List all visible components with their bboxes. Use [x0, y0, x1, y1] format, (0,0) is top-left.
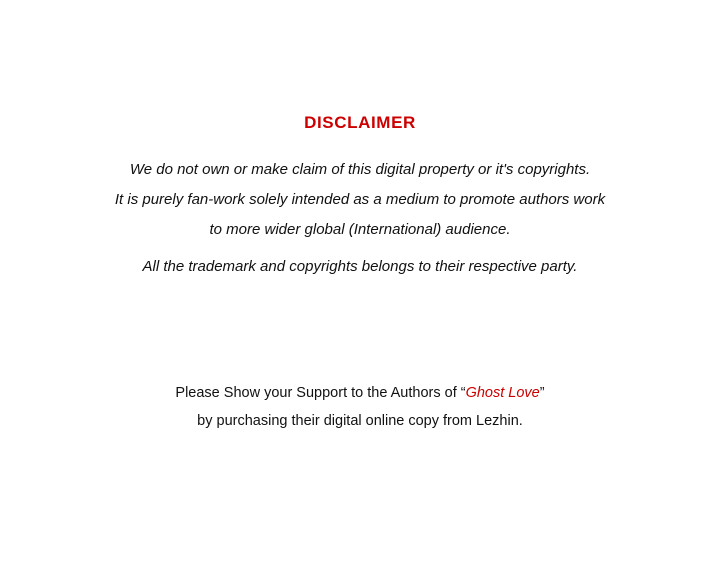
disclaimer-line: It is purely fan-work solely intended as a medium to promote authors work — [114, 191, 606, 208]
work-title: Ghost Love — [465, 385, 540, 401]
disclaimer-line: All the trademark and copyrights belongs to their respective party. — [142, 258, 578, 275]
support-line-suffix: ” — [539, 385, 545, 401]
disclaimer-text-block — [0, 155, 720, 282]
support-text-block — [0, 379, 720, 435]
disclaimer-line: to more wider global (International) audience. — [209, 221, 511, 238]
page-title: DISCLAIMER — [304, 113, 416, 132]
support-line-one — [0, 379, 720, 407]
support-line-prefix: Please Show your Support to the Authors of “ — [175, 385, 466, 401]
support-line-two: by purchasing their digital online copy from Lezhin. — [197, 413, 523, 429]
disclaimer-line: We do not own or make claim of this digital property or it's copyrights. — [129, 161, 591, 178]
